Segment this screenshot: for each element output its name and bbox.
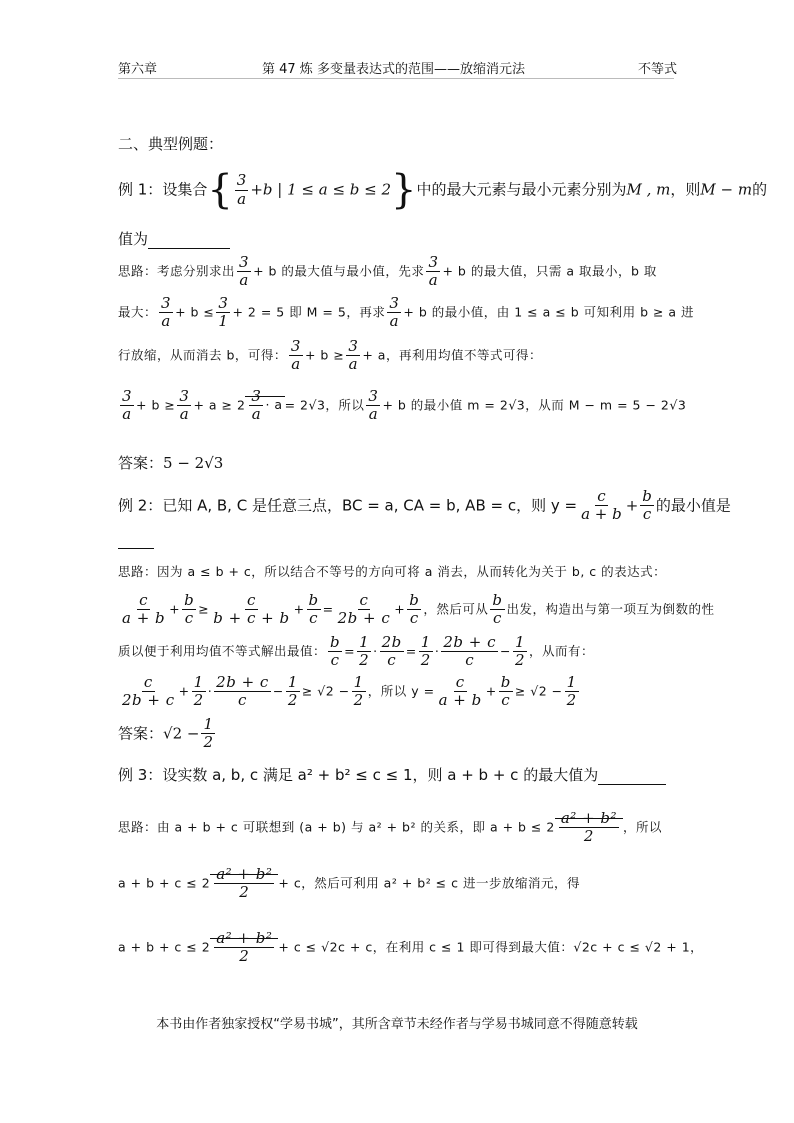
example-label: 例 3： (118, 766, 163, 784)
example-3-question: 例 3：设实数 a, b, c 满足 a² + b² ≤ c ≤ 1，则 a + b + c 的最大值为 (118, 764, 678, 785)
example-1-thinking-line3: 行放缩，从而消去 b，可得： $\frac{3}{a}$ + b ≥ $\frac{3}{a}$ + a，再利用均值不等式可得： (118, 337, 542, 374)
example-2-thinking-line3: 质以便于利用均值不等式解出最值： $\frac{b}{c}$ = $\frac{1}{2}$ · $\frac{2b}{c}$ = $\frac{1}{2}$ · $\frac{2b + c}{c}$ − $\frac{1}{2}$ ，从而有： (118, 633, 595, 670)
header-topic: 不等式 (638, 62, 678, 77)
answer-blank (598, 766, 666, 785)
left-brace: { (207, 167, 233, 213)
example-3-thinking-line1: 思路：由 a + b + c 可联想到 (a + b) 与 a² + b² 的关系，即 a + b ≤ 2 $\frac{\text{a² + b²}}{2}$ ，所以 (118, 809, 663, 846)
example-2-answer: 答案：√2 − $\frac{1}{2}$ (118, 715, 214, 752)
example-2-thinking-line2: $\frac{c}{a + b}$ + $\frac{b}{c}$ ≥ $\frac{c}{b + c + b}$ + $\frac{b}{c}$ = $\frac{c}{2b + c}$ + $\frac{b}{c}$ ，然后可从 $\frac{b}{c}$ 出发，构造出与第一项互为倒数的性 (122, 591, 715, 628)
example-label: 例 1： (118, 180, 163, 199)
example-label: 例 2： (118, 496, 163, 515)
example-1-thinking-line4: $\frac{3}{a}$ + b ≥ $\frac{3}{a}$ + a ≥ 2 $\frac{3}{a}$ · a = 2√3，所以 $\frac{3}{a}$ + b 的最小值 m = 2√3，从而 M − m = 5 − 2√3 (122, 387, 687, 424)
section-title: 二、典型例题： (118, 135, 224, 153)
example-2-thinking-line1: 思路：因为 a ≤ b + c，所以结合不等号的方向可将 a 消去，从而转化为关于 b, c 的表达式： (118, 564, 667, 579)
thinking-label: 思路： (118, 263, 158, 279)
answer-value: 5 − 2√3 (163, 454, 224, 472)
example-1-answer (118, 452, 678, 473)
example-3-thinking-line3: a + b + c ≤ 2 $\frac{\text{a² + b²}}{2}$ + c ≤ √2c + c，在利用 c ≤ 1 即可得到最大值：√2c + c ≤ √2 + 1， (118, 929, 704, 966)
answer-label: 答案： (118, 724, 164, 743)
example-1-question: 例 1：设集合{ $\frac{3}{a}$ +b | 1 ≤ a ≤ b ≤ 2}中的最大元素与最小元素分别为M , m，则M − m的 (118, 167, 768, 213)
answer-label: 答案： (118, 454, 164, 472)
example-1-thinking-line2: 最大： $\frac{3}{a}$ + b ≤ $\frac{3}{1}$ + 2 = 5 即 M = 5，再求 $\frac{3}{a}$ + b 的最小值，由 1 ≤ a ≤ b 可知利用 b ≥ a 进 (118, 294, 695, 331)
header-rule (118, 78, 674, 79)
thinking-label: 思路： (118, 564, 158, 579)
example-2-question: 例 2：已知 A, B, C 是任意三点，BC = a, CA = b, AB = c，则 y = $\frac{c}{a + b}$ + $\frac{b}{c}$ 的最小值是 (118, 487, 731, 524)
thinking-label: 思路： (118, 819, 158, 835)
example-1-question-line2: 值为 (118, 228, 678, 249)
example-3-thinking-line2: a + b + c ≤ 2 $\frac{\text{a² + b²}}{2}$ + c，然后可利用 a² + b² ≤ c 进一步放缩消元，得 (118, 865, 580, 902)
header-chapter: 第六章 (118, 62, 158, 77)
answer-blank (148, 230, 230, 249)
answer-blank (118, 530, 154, 549)
right-brace: } (391, 167, 417, 213)
example-1-thinking-line1: 思路：考虑分别求出 $\frac{3}{a}$ + b 的最大值与最小值，先求 $\frac{3}{a}$ + b 的最大值，只需 a 取最小，b 取 (118, 253, 657, 290)
fraction: $\frac{3}{a}$ (236, 171, 247, 208)
example-2-blank-line (118, 530, 678, 549)
example-2-thinking-line4: $\frac{c}{2b + c}$ + $\frac{1}{2}$ · $\frac{2b + c}{c}$ − $\frac{1}{2}$ ≥ √2 − $\frac{1}{2}$ ，所以 y = $\frac{c}{a + b}$ + $\frac{b}{c}$ ≥ √2 − $\frac{1}{2}$ (122, 673, 577, 710)
answer-value: √2 − (163, 724, 200, 743)
copyright-footer: 本书由作者独家授权“学易书城”，其所含章节未经作者与学易书城同意不得随意转载 (156, 1017, 638, 1032)
header-title: 第 47 炼 多变量表达式的范围——放缩消元法 (262, 62, 525, 77)
